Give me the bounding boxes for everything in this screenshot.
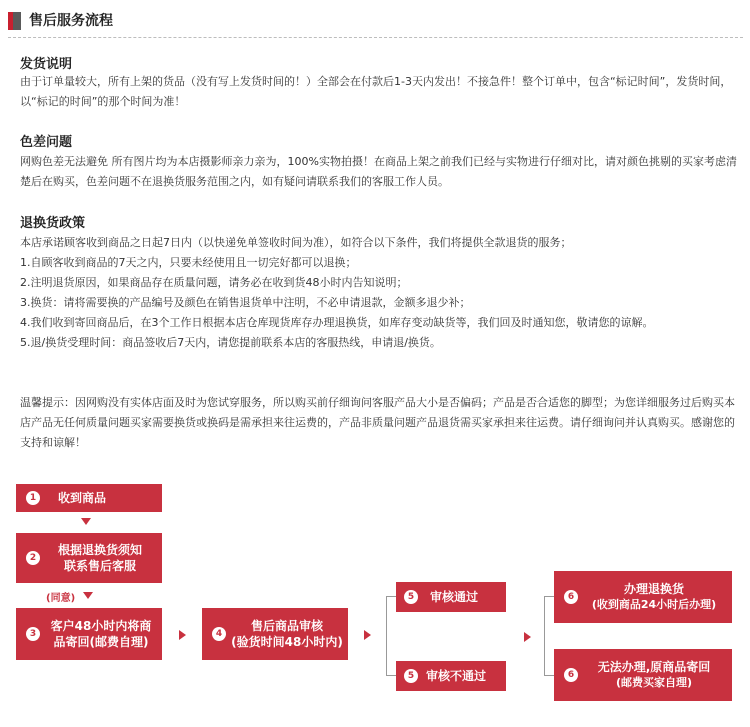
step-label-line1: 售后商品审核 (250, 619, 323, 633)
page-title: 售后服务流程 (29, 13, 113, 29)
flow-step-4-inspection (202, 608, 348, 660)
return-policy-line: 1.自顾客收到商品的7天之内，只要未经使用且一切完好都可以退换； (20, 256, 357, 269)
shipping-title: 发货说明 (20, 57, 73, 72)
step-label-line2: 品寄回(邮费自理) (53, 635, 149, 649)
step-label-line1: 根据退换货须知 (57, 543, 142, 557)
step-label-line2: (收到商品24小时后办理) (591, 598, 717, 611)
step-label-line2: (验货时间48小时内) (231, 635, 343, 649)
flow-step-2-contact (16, 533, 162, 583)
return-policy-line: 本店承诺顾客收到商品之日起7日内（以快递免单签收时间为准），如符合以下条件，我们将提供全款退货的服务； (20, 236, 572, 249)
step-label-line1: 无法办理,原商品寄回 (597, 660, 711, 674)
return-policy-line: 5.退/换货受理时间：商品签收后7天内，请您提前联系本店的客服热线，申请退/换货。 (20, 336, 441, 349)
flow-step-5-approved (396, 582, 506, 612)
color-diff-title: 色差问题 (20, 135, 73, 150)
step-label: 审核不通过 (426, 669, 487, 683)
step-label-line1: 办理退换货 (623, 582, 684, 596)
step-number-badge: 4 (212, 627, 226, 641)
step-label: 审核通过 (430, 590, 479, 604)
right-arrow-icon (179, 630, 186, 640)
step-label-line1: 客户48小时内将商 (50, 619, 152, 633)
flow-step-1-receive (16, 484, 162, 512)
agree-label: (同意) (46, 593, 76, 604)
right-arrow-icon (524, 632, 531, 642)
down-arrow-icon (83, 592, 93, 599)
right-arrow-icon (364, 630, 371, 640)
header-accent-dark (13, 12, 21, 30)
step-label-line2: 联系售后客服 (63, 559, 136, 573)
return-policy-title: 退换货政策 (20, 216, 86, 231)
step-number-badge: 2 (26, 551, 40, 565)
return-policy-line: 3.换货：请将需要换的产品编号及颜色在销售退货单中注明，不必申请退款，金额多退少补； (20, 296, 471, 309)
return-policy-line: 2.注明退货原因，如果商品存在质量问题，请务必在收到货48小时内告知说明； (20, 276, 408, 289)
color-diff-text: 网购色差无法避免 所有图片均为本店摄影师亲力亲为，100%实物拍摄！在商品上架之前我们已经与实物进行仔细对比，请对颜色挑剔的买家考虑清楚后在购买，色差问题不在退换货服务范围之内，如有疑问请联系我们的客服工作人员。 (20, 155, 737, 188)
shipping-text: 由于订单量较大，所有上架的货品（没有写上发货时间的！）全部会在付款后1-3天内发出！不接急件！整个订单中，包含“标记时间”，发货时间，以“标记的时间”的那个时间为准！ (20, 75, 732, 108)
reminder-text: 温馨提示：因网购没有实体店面及时为您试穿服务，所以购买前仔细询问客服产品大小是否偏码；产品是否合适您的脚型；为您详细服务过后购买本店产品无任何质量问题买家需要换货或换码是需承担来往运费的，产品非质量问题产品退货需买家承担来往运费。请仔细询问并认真购买。感谢您的支持和谅解！ (20, 396, 735, 449)
header-divider (8, 37, 743, 38)
step-number-badge: 6 (564, 668, 578, 682)
flow-step-6-cannot-process (554, 649, 732, 701)
flow-step-5-rejected (396, 661, 506, 691)
step-number-badge: 1 (26, 491, 40, 505)
step-number-badge: 5 (404, 590, 418, 604)
down-arrow-icon (81, 518, 91, 525)
step-number-badge: 6 (564, 590, 578, 604)
flow-step-3-ship-back (16, 608, 162, 660)
step-number-badge: 5 (404, 669, 418, 683)
section-header (8, 6, 743, 40)
step-label: 收到商品 (58, 491, 107, 505)
flow-step-6-process-return (554, 571, 732, 623)
step-number-badge: 3 (26, 627, 40, 641)
step-label-line2: (邮费买家自理) (615, 676, 693, 689)
return-policy-line: 4.我们收到寄回商品后，在3个工作日根据本店仓库现货库存办理退换货，如库存变动缺货等，我们回及时通知您，敬请您的谅解。 (20, 316, 654, 329)
